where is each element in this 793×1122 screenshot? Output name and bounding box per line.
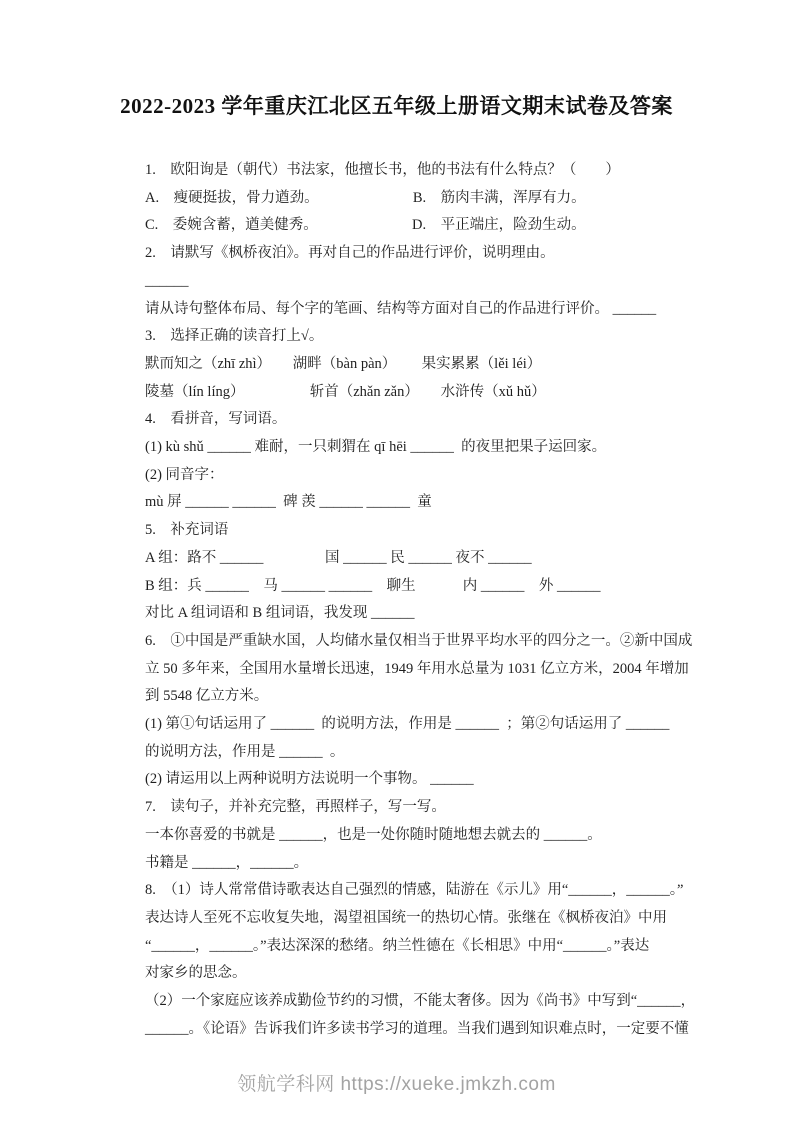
document-line: (2) 请运用以上两种说明方法说明一个事物。 ______ bbox=[145, 771, 474, 788]
document-line: C. 委婉含蓄，遒美健秀。 D. 平正端庄，险劲生动。 bbox=[145, 217, 586, 234]
document-line: （2）一个家庭应该养成勤俭节约的习惯，不能太奢侈。因为《尚书》中写到“______， bbox=[145, 993, 696, 1010]
document-line: 默而知之（zhī zhì） 湖畔（bàn pàn） 果实累累（lěi léi） bbox=[145, 355, 542, 372]
document-line: (1) 第①句话运用了 ______ 的说明方法，作用是 ______ ；第②句话运用了 ______ bbox=[145, 716, 670, 733]
document-line: 7. 读句子，并补充完整，再照样子，写一写。 bbox=[145, 799, 446, 816]
document-line: 书籍是 ______，______。 bbox=[145, 854, 309, 871]
document-line: 的说明方法，作用是 ______ 。 bbox=[145, 743, 345, 760]
document-line: 陵墓（lín líng） 斩首（zhǎn zǎn） 水浒传（xǔ hǔ） bbox=[145, 383, 546, 400]
document-line: A. 瘦硬挺拔，骨力遒劲。 B. 筋肉丰满，浑厚有力。 bbox=[145, 189, 586, 206]
document-line: A 组：路不 ______ 国 ______ 民 ______ 夜不 ______ bbox=[145, 549, 532, 566]
document-line: (1) kù shǔ ______ 难耐，一只刺猬在 qī hēi ______ 的夜里把果子运回家。 bbox=[145, 439, 607, 456]
document-line: 到 5548 亿立方米。 bbox=[145, 688, 269, 705]
document-line: ______。《论语》告诉我们许多读书学习的道理。当我们遇到知识难点时，一定要不懂 bbox=[145, 1020, 689, 1037]
document-body bbox=[145, 157, 696, 1044]
document-line: 1. 欧阳询是（朝代）书法家，他擅长书，他的书法有什么特点？（ ） bbox=[145, 162, 620, 178]
document-line: 5. 补充词语 bbox=[145, 522, 229, 539]
document-line: 对家乡的思念。 bbox=[145, 965, 247, 982]
page-footer bbox=[0, 1069, 793, 1096]
document-line: 表达诗人至死不忘收复失地，渴望祖国统一的热切心情。张继在《枫桥夜泊》中用 bbox=[145, 909, 667, 926]
document-line: 4. 看拼音，写词语。 bbox=[145, 411, 287, 428]
document-line: 3. 选择正确的读音打上√。 bbox=[145, 328, 324, 345]
document-line: 请从诗句整体布局、每个字的笔画、结构等方面对自己的作品进行评价。 ______ bbox=[145, 300, 657, 317]
document-line: 立 50 多年来，全国用水量增长迅速，1949 年用水总量为 1031 亿立方米，2004 年增加 bbox=[145, 660, 689, 677]
document-line: 6. ①中国是严重缺水国，人均储水量仅相当于世界平均水平的四分之一。②新中国成 bbox=[145, 632, 693, 649]
document-line: 8. （1）诗人常常借诗歌表达自己强烈的情感，陆游在《示儿》用“______，______。” bbox=[145, 882, 684, 899]
watermark-site-text: 领航学科网 https://xueke.jmkzh.com bbox=[237, 1074, 556, 1095]
document-line: 对比 A 组词语和 B 组词语，我发现 ______ bbox=[145, 605, 415, 622]
document-line: ______ bbox=[145, 272, 189, 289]
document-line: “______，______。”表达深深的愁绪。纳兰性德在《长相思》中用“______。”表达 bbox=[145, 937, 650, 954]
document-line: 2. 请默写《枫桥夜泊》。再对自己的作品进行评价，说明理由。 bbox=[145, 245, 555, 262]
document-line: B 组：兵 ______ 马 ______ ______ 聊生 内 ______ 外 ______ bbox=[145, 577, 601, 594]
page-title: 2022-2023 学年重庆江北区五年级上册语文期末试卷及答案 bbox=[120, 94, 673, 118]
document-line: (2) 同音字： bbox=[145, 466, 224, 483]
document-line: 一本你喜爱的书就是 ______，也是一处你随时随地想去就去的 ______。 bbox=[145, 826, 602, 843]
document-line: mù 屏 ______ ______ 碑 羡 ______ ______ 童 bbox=[145, 494, 432, 511]
